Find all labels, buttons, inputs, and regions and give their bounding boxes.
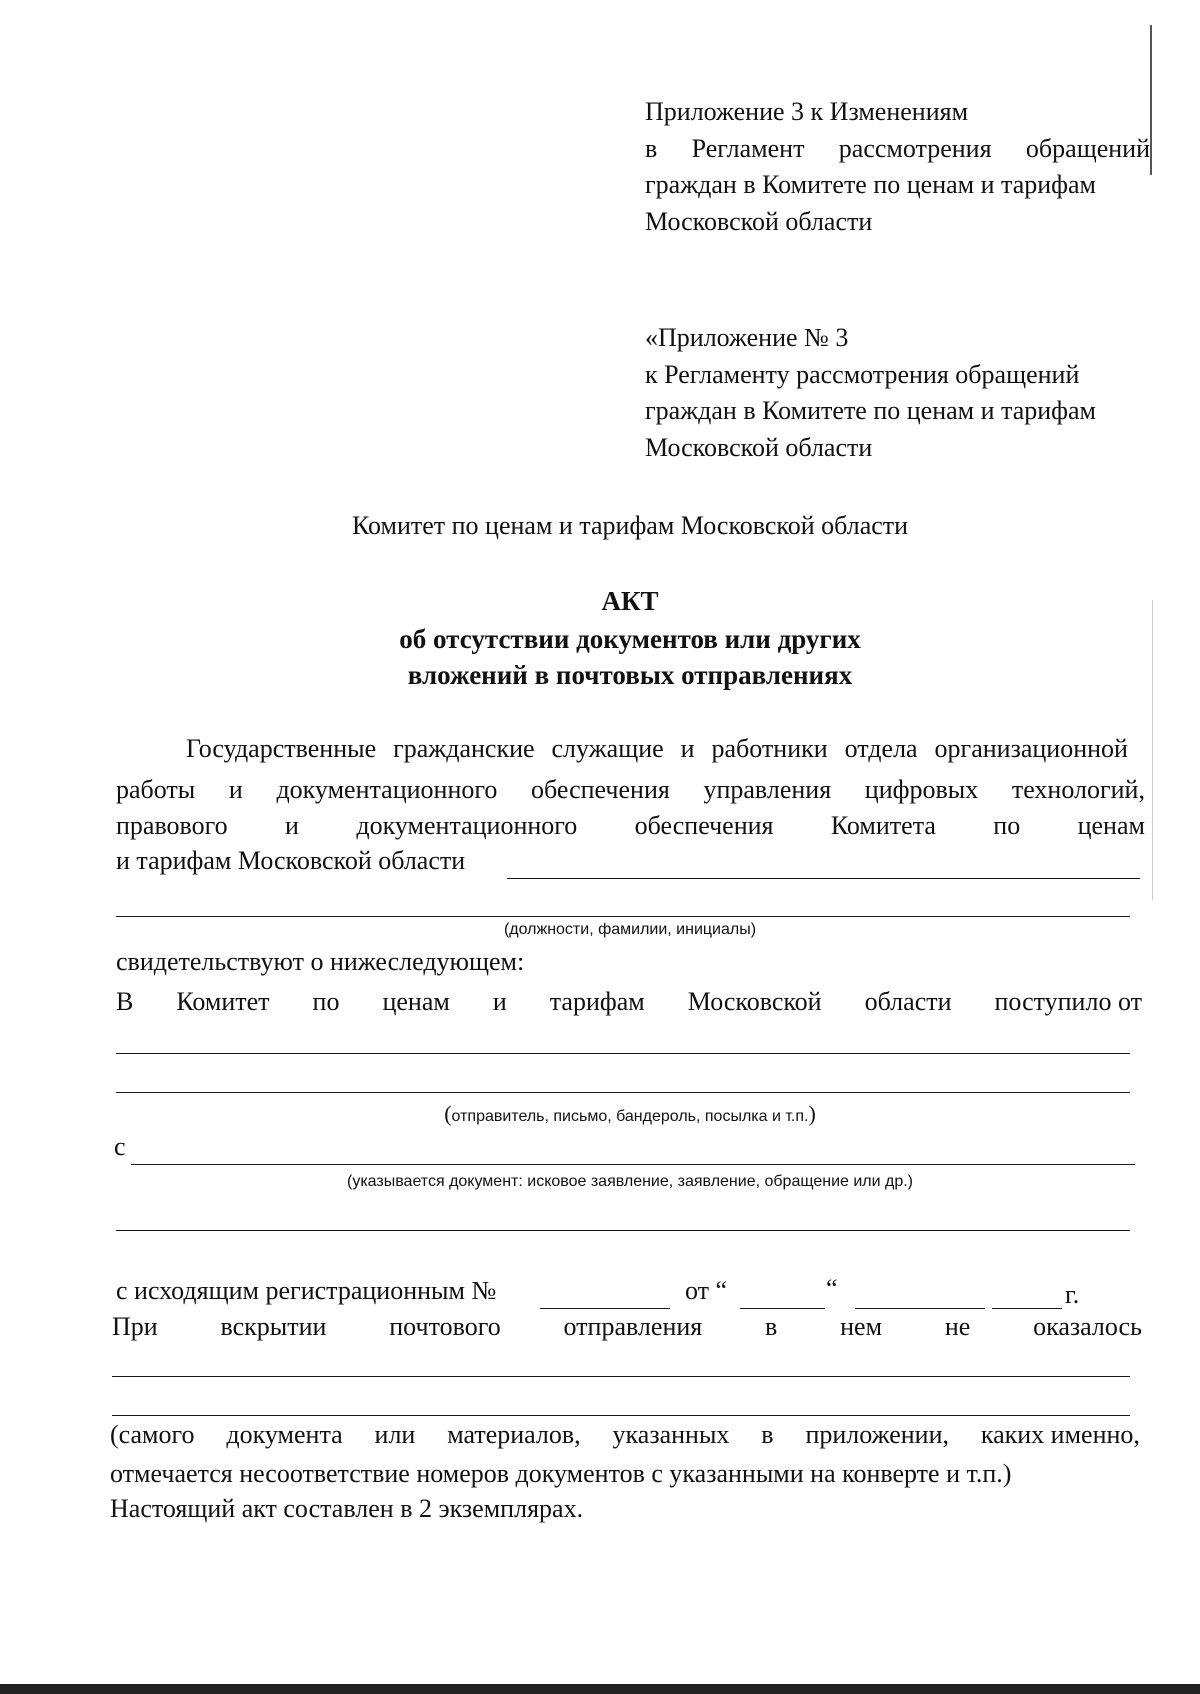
word: обеспечения [634,811,774,840]
word: (самого [110,1420,195,1449]
word: отдела [844,734,918,763]
paren: ( [444,1101,452,1126]
annex-line: граждан в Комитете по ценам и тарифам [645,170,1097,199]
word: и [228,775,243,804]
word: работники [711,734,828,763]
annex-line: Приложение 3 к Изменениям [645,97,969,126]
label-year: г. [1065,1280,1080,1309]
word: и [492,987,507,1016]
word: управления [703,775,832,804]
word: При [112,1312,158,1341]
word: и [285,811,299,840]
word: документационного [276,775,498,804]
caption-sender [0,1101,1200,1127]
word: Московской [687,987,822,1016]
word: служащие [551,734,664,763]
word: технологий, [1011,775,1145,804]
word: приложении, [805,1420,949,1449]
label-with: с [114,1132,126,1161]
word: оказалось [1033,1312,1142,1341]
fill-in-line[interactable] [112,1415,1130,1416]
word: правового [116,811,228,840]
act-subtitle-line-1: об отсутствии документов или других [399,624,861,654]
word: документационного [356,811,578,840]
word: отправления [563,1312,703,1341]
fill-in-line[interactable] [116,1053,1130,1054]
act-subtitle-line-2: вложений в почтовых отправлениях [407,660,853,690]
quote-mark: “ [826,1274,838,1303]
caption-positions-names: (должности, фамилии, инициалы) [503,921,757,938]
word: цифровых [864,775,979,804]
label-registration-number: с исходящим регистрационным № [116,1276,497,1305]
scan-bottom-border [0,1684,1200,1694]
scan-edge-mark [1150,25,1152,175]
word: или [374,1420,416,1449]
annex-line: «Приложение № 3 [645,323,849,352]
fill-in-line[interactable] [112,1376,1130,1377]
word: и [680,734,695,763]
word: не [944,1312,971,1341]
word: ценам [1077,811,1145,840]
word: поступило от [994,987,1142,1016]
word: в [761,1420,774,1449]
paragraph-line [116,984,1142,1020]
word: материалов, [447,1420,581,1449]
paragraph-line [186,731,1145,767]
paragraph-line: Настоящий акт составлен в 2 экземплярах. [110,1494,584,1523]
paragraph-line [112,1309,1142,1345]
word: организационной [934,734,1128,763]
paragraph-line: и тарифам Московской области [116,846,466,875]
word: каких именно, [980,1420,1140,1449]
word: ценам [382,987,450,1016]
act-title: АКТ [601,586,659,616]
word: области [864,987,952,1016]
word: по [993,811,1021,840]
fill-in-line[interactable] [116,1092,1130,1093]
annex-line: в Регламент рассмотрения обращений [645,133,1150,163]
word: работы [116,775,196,804]
paragraph-line [116,772,1145,808]
word: тарифам [549,987,645,1016]
paragraph-line [110,1417,1140,1453]
word: Комитет [176,987,270,1016]
word: в [765,1312,778,1341]
organization-name: Комитет по ценам и тарифам Московской области [351,511,909,540]
caption-document-type: (указывается документ: исковое заявление, заявление, обращение или др.) [346,1173,914,1190]
paragraph-line: свидетельствуют о нижеследующем: [116,947,525,976]
word: указанных [612,1420,730,1449]
fill-in-line[interactable] [116,916,1130,917]
word: по [312,987,340,1016]
fill-in-line[interactable] [131,1164,1135,1165]
annex-line: Московской области [645,206,873,236]
annex-line: граждан в Комитете по ценам и тарифам [645,396,1097,425]
label-from: от “ [685,1276,728,1305]
annex-line: Московской области [645,432,873,462]
annex-header-regulation [645,320,1150,466]
word: обеспечения [531,775,670,804]
annex-header-amendments [645,94,1150,240]
fill-in-line[interactable] [507,878,1140,879]
word: гражданские [393,734,535,763]
caption-sender-text: отправитель, письмо, бандероль, посылка и т.п. [451,1108,809,1125]
word: нем [840,1312,883,1341]
word: почтового [389,1312,501,1341]
fill-in-line[interactable] [116,1230,1130,1231]
word: документа [226,1420,343,1449]
word: Комитета [830,811,936,840]
word: Государственные [186,734,377,763]
word: вскрытии [220,1312,327,1341]
paragraph-line [116,808,1145,844]
word: В [116,987,134,1016]
annex-line: к Регламенту рассмотрения обращений [645,359,1080,389]
paren: ) [808,1101,816,1126]
paragraph-line: отмечается несоответствие номеров документов с указанными на конверте и т.п.) [110,1459,1012,1488]
